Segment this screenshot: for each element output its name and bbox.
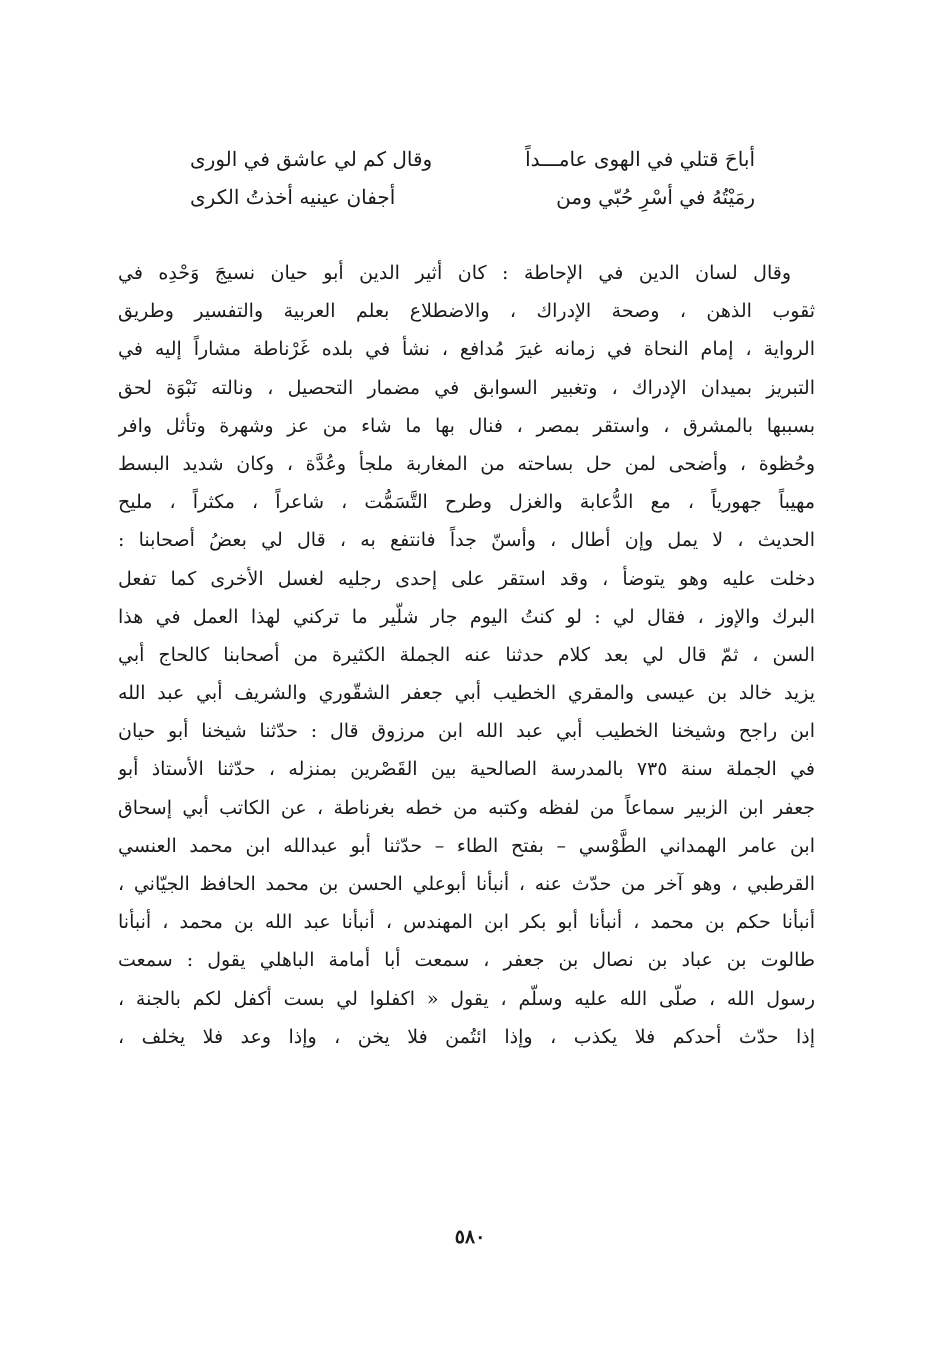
prose-line: بسببها بالمشرق ، واستقر بمصر ، فنال بها ما شاء من عز وشهرة وتأثل وافر bbox=[118, 414, 815, 437]
verse-line bbox=[190, 140, 755, 178]
prose-line: البرك والإوز ، فقال لي : لو كنتُ اليوم جار شلّير ما تركني لهذا العمل في هذا bbox=[118, 605, 815, 628]
page-number: ٥٨٠ bbox=[454, 1226, 486, 1248]
prose-line: في الجملة سنة ٧٣٥ بالمدرسة الصالحية بين القَصْرين بمنزله ، حدّثنا الأستاذ أبو bbox=[118, 758, 815, 781]
prose-line: وحُظوة ، وأضحى لمن حل بساحته من المغاربة ملجأ وعُدَّة ، وكان شديد البسط bbox=[118, 452, 815, 475]
prose-line: الحديث ، لا يمل وإن أطال ، وأسنّ جداً فانتفع به ، قال لي بعضُ أصحابنا : bbox=[118, 529, 815, 552]
prose-line: القرطبي ، وهو آخر من حدّث عنه ، أنبأنا أبوعلي الحسن بن محمد الحافظ الجيّاني ، bbox=[118, 873, 815, 895]
prose-paragraph bbox=[118, 254, 815, 1056]
prose-line: ابن راجح وشيخنا الخطيب أبي عبد الله ابن مرزوق قال : حدّثنا شيخنا أبو حيان bbox=[118, 720, 815, 743]
verse-second-hemistich: أجفان عينيه أخذتُ الكرى bbox=[190, 185, 396, 209]
prose-line: وقال لسان الدين في الإحاطة : كان أثير الدين أبو حيان نسيجَ وَحْدِه في bbox=[118, 262, 791, 284]
prose-line: جعفر ابن الزبير سماعاً من لفظه وكتبه من خطه بغرناطة ، عن الكاتب أبي إسحاق bbox=[118, 796, 815, 819]
prose-line: مهيباً جهورياً ، مع الدُّعابة والغزل وطرح التَّسَمُّت ، شاعراً ، مكثراً ، مليح bbox=[118, 491, 815, 514]
prose-line: الرواية ، إمام النحاة في زمانه غيرَ مُدافع ، نشأ في بلده غَرْناطة مشاراً إليه في bbox=[118, 338, 815, 361]
verse-second-hemistich: وقال كم لي عاشق في الورى bbox=[190, 147, 433, 171]
poem-verses bbox=[190, 140, 755, 216]
prose-line: التبريز بميدان الإدراك ، وتغبير السوابق في مضمار التحصيل ، ونالته نَبْوَة لحق bbox=[118, 376, 815, 399]
verse-first-hemistich: أباحَ قتلي في الهوى عامـــداً bbox=[525, 147, 755, 171]
prose-line: رسول الله ، صلّى الله عليه وسلّم ، يقول « اكفلوا لي بست أكفل لكم بالجنة ، bbox=[118, 987, 815, 1010]
prose-line: ابن عامر الهمداني الطَّوْسي – بفتح الطاء – حدّثنا أبو عبدالله ابن محمد العنسي bbox=[118, 834, 815, 857]
prose-line: يزيد خالد بن عيسى والمقري الخطيب أبي جعفر الشقّوري والشريف أبي عبد الله bbox=[118, 682, 815, 705]
verse-first-hemistich: رمَيْتُهُ في أسْرِ حُبّي ومن bbox=[556, 185, 755, 209]
prose-line: دخلت عليه وهو يتوضأ ، وقد استقر على إحدى رجليه لغسل الأخرى كما تفعل bbox=[118, 567, 815, 590]
prose-line: طالوت بن عباد بن نصال بن جعفر ، سمعت أبا أمامة الباهلي يقول : سمعت bbox=[118, 949, 815, 972]
prose-line: أنبأنا حكم بن محمد ، أنبأنا أبو بكر ابن المهندس ، أنبأنا عبد الله بن محمد ، أنبأنا bbox=[118, 911, 815, 934]
prose-line: السن ، ثمّ قال لي بعد كلام حدثنا عنه الجملة الكثيرة من أصحابنا كالحاج أبي bbox=[118, 643, 815, 666]
prose-line: ثقوب الذهن ، وصحة الإدراك ، والاضطلاع بعلم العربية والتفسير وطريق bbox=[118, 300, 815, 323]
verse-line bbox=[190, 178, 755, 216]
prose-line: إذا حدّث أحدكم فلا يكذب ، وإذا ائتُمن فلا يخن ، وإذا وعد فلا يخلف ، bbox=[118, 1025, 815, 1048]
